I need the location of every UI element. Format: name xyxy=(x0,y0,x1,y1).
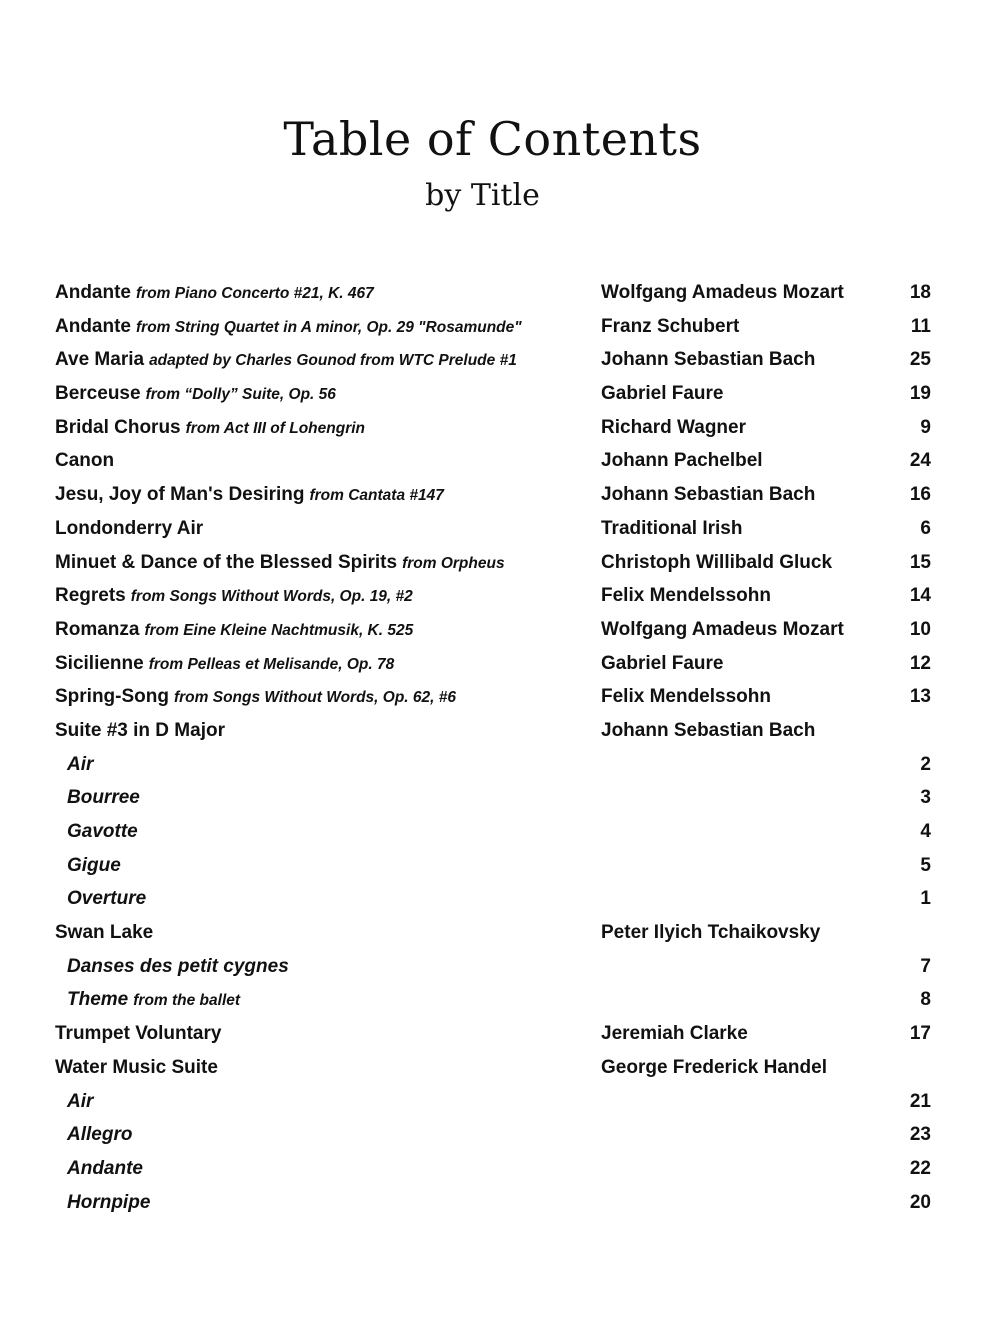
entry-page-number: 1 xyxy=(920,888,931,910)
entry-composer: Johann Sebastian Bach xyxy=(601,719,816,741)
entry-composer: Wolfgang Amadeus Mozart xyxy=(601,618,844,640)
entry-composer: Peter Ilyich Tchaikovsky xyxy=(601,922,821,944)
toc-subentry xyxy=(0,815,985,849)
entry-title: Gavotte xyxy=(67,821,138,842)
entry-page-number: 24 xyxy=(909,450,931,472)
entry-title-cell xyxy=(55,720,230,742)
entry-title-cell xyxy=(55,417,365,439)
toc-subentry xyxy=(0,1152,985,1186)
toc-entry xyxy=(0,546,985,580)
toc-subentry xyxy=(0,849,985,883)
toc-entry xyxy=(0,343,985,377)
entry-composer: Felix Mendelssohn xyxy=(601,585,771,607)
entry-detail: from Eine Kleine Nachtmusik, K. 525 xyxy=(144,621,414,639)
toc-entry xyxy=(0,1017,985,1051)
entry-page-number: 8 xyxy=(920,989,931,1011)
toc-entry xyxy=(0,478,985,512)
entry-composer: Richard Wagner xyxy=(601,416,746,438)
entry-title: Bridal Chorus xyxy=(55,416,181,438)
entry-title: Berceuse xyxy=(55,383,141,405)
entry-composer: Gabriel Faure xyxy=(601,383,724,405)
entry-title: Andante xyxy=(55,282,131,303)
entry-detail: from Songs Without Words, Op. 19, #2 xyxy=(130,588,413,606)
entry-title: Jesu, Joy of Man's Desiring xyxy=(55,484,305,506)
entry-page-number: 4 xyxy=(920,821,931,842)
table-of-contents xyxy=(0,276,985,1219)
entry-composer: Johann Sebastian Bach xyxy=(601,484,816,506)
entry-title: Trumpet Voluntary xyxy=(55,1023,222,1045)
toc-entry xyxy=(0,310,985,344)
entry-title: Overture xyxy=(67,888,147,910)
entry-title: Gigue xyxy=(67,854,121,876)
entry-title-cell xyxy=(55,518,208,540)
entry-title-cell xyxy=(67,754,98,776)
entry-title-cell xyxy=(67,787,145,809)
toc-subentry xyxy=(0,1118,985,1152)
entry-title: Sicilienne xyxy=(55,652,144,674)
entry-page-number: 9 xyxy=(920,416,931,438)
entry-page-number: 22 xyxy=(909,1157,931,1179)
entry-composer: Franz Schubert xyxy=(601,315,740,337)
entry-detail: from Orpheus xyxy=(402,554,505,572)
entry-title-cell xyxy=(67,989,240,1011)
entry-title-cell xyxy=(55,1057,223,1079)
toc-entry xyxy=(0,512,985,546)
entry-page-number: 10 xyxy=(909,618,931,640)
toc-entry xyxy=(0,411,985,445)
entry-composer: Jeremiah Clarke xyxy=(601,1023,748,1045)
entry-title: Water Music Suite xyxy=(55,1056,218,1078)
entry-title-cell xyxy=(55,450,119,472)
entry-page-number: 14 xyxy=(909,585,931,607)
entry-page-number: 23 xyxy=(909,1124,931,1146)
entry-title: Spring-Song xyxy=(55,686,169,708)
entry-detail: from String Quartet in A minor, Op. 29 "Rosamunde" xyxy=(136,318,522,336)
entry-title: Air xyxy=(67,753,94,775)
toc-subentry xyxy=(0,882,985,916)
entry-title-cell xyxy=(67,821,143,843)
toc-entry xyxy=(0,647,985,681)
toc-subentry xyxy=(0,950,985,984)
entry-page-number: 6 xyxy=(920,517,931,539)
toc-subentry xyxy=(0,781,985,815)
entry-page-number: 5 xyxy=(920,854,931,876)
entry-page-number: 13 xyxy=(909,686,931,708)
entry-title-cell xyxy=(55,484,444,506)
entry-title-cell xyxy=(55,619,413,641)
entry-title-cell xyxy=(67,956,294,978)
toc-entry xyxy=(0,613,985,647)
entry-detail: from Pelleas et Melisande, Op. 78 xyxy=(148,655,395,673)
entry-title-cell xyxy=(55,653,394,675)
entry-page-number: 17 xyxy=(909,1023,931,1045)
page-title: Table of Contents xyxy=(283,112,702,166)
entry-title: Londonderry Air xyxy=(55,517,204,539)
entry-composer: Christoph Willibald Gluck xyxy=(601,551,833,573)
entry-detail: from Act III of Lohengrin xyxy=(185,419,366,437)
toc-entry xyxy=(0,579,985,613)
entry-composer: Traditional Irish xyxy=(601,517,743,539)
entry-page-number: 18 xyxy=(909,282,931,303)
entry-title-cell xyxy=(67,1124,137,1146)
entry-composer: George Frederick Handel xyxy=(601,1056,827,1078)
entry-title-cell xyxy=(67,855,126,877)
toc-subentry xyxy=(0,1085,985,1119)
entry-page-number: 7 xyxy=(920,955,931,977)
entry-page-number: 3 xyxy=(920,787,931,809)
toc-entry xyxy=(0,714,985,748)
entry-page-number: 16 xyxy=(909,484,931,506)
entry-title: Andante xyxy=(67,1157,143,1179)
entry-title-cell xyxy=(55,282,374,304)
entry-page-number: 11 xyxy=(910,315,931,337)
entry-composer: Felix Mendelssohn xyxy=(601,686,771,708)
toc-entry xyxy=(0,680,985,714)
toc-entry xyxy=(0,276,985,310)
entry-title: Suite #3 in D Major xyxy=(55,719,225,741)
toc-entry xyxy=(0,1051,985,1085)
toc-subentry xyxy=(0,983,985,1017)
entry-title: Romanza xyxy=(55,618,140,640)
entry-detail: from Songs Without Words, Op. 62, #6 xyxy=(173,689,457,707)
entry-title: Allegro xyxy=(67,1124,133,1146)
entry-title-cell xyxy=(67,1192,155,1214)
entry-detail: from “Dolly” Suite, Op. 56 xyxy=(145,386,336,404)
entry-page-number: 19 xyxy=(909,383,931,405)
entry-composer: Gabriel Faure xyxy=(601,652,724,674)
entry-composer: Johann Sebastian Bach xyxy=(601,349,816,371)
entry-title: Air xyxy=(67,1090,94,1112)
entry-title-cell xyxy=(55,552,505,574)
toc-entry xyxy=(0,916,985,950)
toc-entry xyxy=(0,377,985,411)
entry-title: Canon xyxy=(55,450,115,472)
entry-title-cell xyxy=(55,316,522,338)
entry-title: Regrets xyxy=(55,585,126,607)
entry-title: Bourree xyxy=(67,787,140,809)
entry-title: Ave Maria xyxy=(55,349,145,371)
entry-title: Danses des petit cygnes xyxy=(67,955,289,977)
entry-title-cell xyxy=(55,1023,226,1045)
entry-title-cell xyxy=(55,349,517,371)
entry-composer: Wolfgang Amadeus Mozart xyxy=(601,282,844,303)
toc-entry xyxy=(0,444,985,478)
entry-detail: from the ballet xyxy=(133,992,241,1010)
entry-page-number: 15 xyxy=(909,551,931,573)
entry-title: Hornpipe xyxy=(67,1191,151,1213)
entry-detail: from Piano Concerto #21, K. 467 xyxy=(136,285,374,302)
entry-page-number: 20 xyxy=(909,1191,931,1213)
entry-page-number: 25 xyxy=(909,349,931,371)
entry-page-number: 12 xyxy=(909,652,931,674)
entry-title: Swan Lake xyxy=(55,922,154,944)
entry-title-cell xyxy=(55,383,336,405)
page-subtitle: by Title xyxy=(425,178,540,213)
entry-title-cell xyxy=(67,888,151,910)
entry-title: Minuet & Dance of the Blessed Spirits xyxy=(55,551,398,573)
toc-subentry xyxy=(0,748,985,782)
entry-title-cell xyxy=(55,686,456,708)
entry-title-cell xyxy=(55,922,158,944)
entry-title-cell xyxy=(67,1091,98,1113)
entry-composer: Johann Pachelbel xyxy=(601,450,763,472)
entry-title: Theme xyxy=(67,989,129,1011)
entry-detail: adapted by Charles Gounod from WTC Prelude #1 xyxy=(149,352,517,370)
entry-detail: from Cantata #147 xyxy=(309,487,444,505)
entry-title-cell xyxy=(67,1158,148,1180)
entry-title: Andante xyxy=(55,315,131,337)
entry-page-number: 2 xyxy=(920,753,931,775)
entry-page-number: 21 xyxy=(909,1090,931,1112)
toc-subentry xyxy=(0,1186,985,1220)
entry-title-cell xyxy=(55,585,413,607)
